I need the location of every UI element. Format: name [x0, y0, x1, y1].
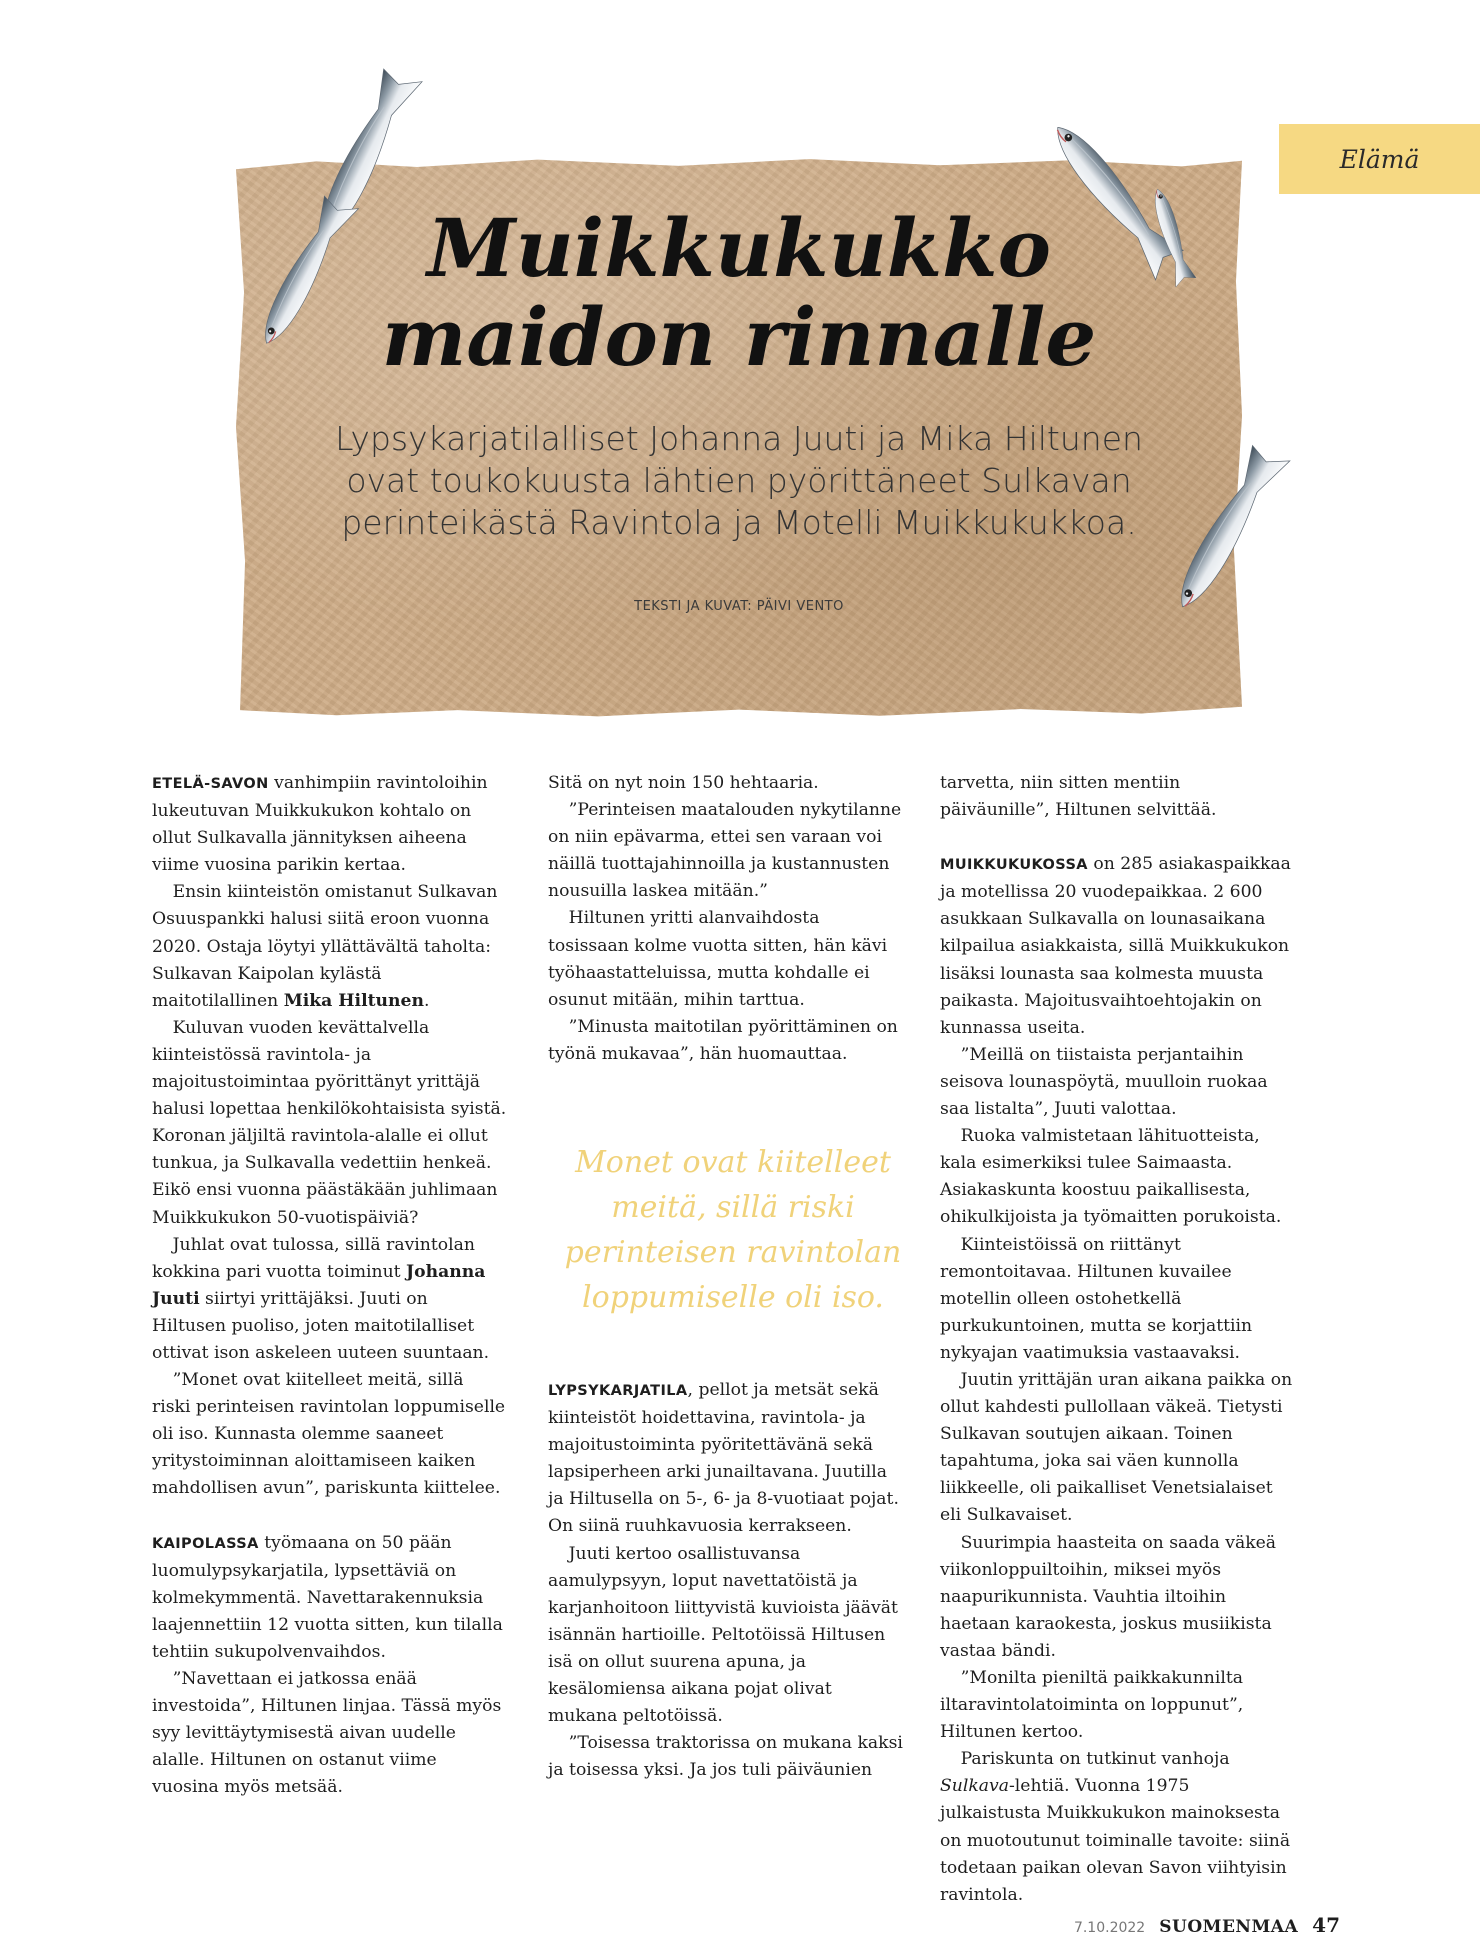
article-column-1: [152, 770, 507, 1801]
lead-line: perinteikästä Ravintola ja Motelli Muikkukukkoa.: [341, 503, 1137, 542]
headline: Muikkukukko: [427, 201, 1051, 295]
pull-quote-line: perinteisen ravintolan: [564, 1235, 902, 1270]
lead-paragraph: [296, 418, 1182, 544]
paragraph: LYPSYKARJATILA, pellot ja metsät sekä kiinteistöt hoidettavina, ravintola- ja majoitustoiminta pyöritettävänä sekä lapsiperheen arki junailtavana. Juutilla ja Hiltusella on 5-, 6- ja 8-vuotiaat pojat. On siinä ruuhkavuosia kerrakseen.: [548, 1380, 899, 1537]
lead-line: Lypsykarjatilalliset Johanna Juuti ja Mika Hiltunen: [335, 419, 1143, 458]
issue-date: 7.10.2022: [1073, 1920, 1146, 1936]
paragraph: ”Navettaan ei jatkossa enää investoida”, Hiltunen linjaa. Tässä myös syy levittäytymisestä aivan uudelle alalle. Hiltunen on ostanut viime vuosina myös metsää.: [152, 1669, 502, 1798]
paragraph: ”Perinteisen maatalouden nykytilanne on niin epävarma, ettei sen varaan voi näillä tuottajahinnoilla ja kustannusten nousuilla laskea mitään.”: [548, 800, 902, 902]
paragraph: ”Monilta pieniltä paikkakunnilta iltaravintolatoiminta on loppunut”, Hiltunen kertoo.: [940, 1668, 1244, 1743]
paragraph: Juhlat ovat tulossa, sillä ravintolan kokkina pari vuotta toiminut Johanna Juuti siirtyi yrittäjäksi. Juuti on Hiltusen puoliso, joten maitotilalliset ottivat ison askeleen uuteen suuntaan.: [152, 1234, 490, 1363]
article-column-2: [548, 770, 903, 1068]
paragraph: ”Minusta maitotilan pyörittäminen on työnä mukavaa”, hän huomauttaa.: [548, 1016, 898, 1064]
paragraph: ”Meillä on tiistaista perjantaihin seisova lounaspöytä, muulloin ruokaa saa listalta”, Juuti valottaa.: [940, 1044, 1268, 1120]
lead-in: KAIPOLASSA: [152, 1535, 259, 1552]
paragraph: Hiltunen yritti alanvaihdosta tosissaan kolme vuotta sitten, hän kävi työhaastatteluissa, mutta kohdalle ei osunut mitään, mihin tarttua.: [548, 908, 888, 1010]
section-tab: [1279, 124, 1480, 194]
paragraph: Kuluvan vuoden kevättalvella kiinteistössä ravintola- ja majoitustoimintaa pyörittänyt yrittäjä halusi lopettaa henkilökohtaisista syistä. Koronan jäljiltä ravintola-alalle ei ollut tunkua, ja Sulkavalla vedettiin henkeä. Eikö ensi vuonna päästäkään juhlimaan Muikkukukon 50-vuotispäiviä?: [152, 1017, 507, 1228]
paragraph: Ensin kiinteistön omistanut Sulkavan Osuuspankki halusi siitä eroon vuonna 2020. Ostaja löytyi yllättävältä taholta: Sulkavan Kaipolan kylästä maitotilallinen Mika Hiltunen.: [152, 882, 498, 1011]
paragraph: Ruoka valmistetaan lähituotteista, kala esimerkiksi tulee Saimaasta. Asiakaskunta koostuu paikallisesta, ohikulkijoista ja työmaitten porukoista.: [940, 1126, 1282, 1228]
paragraph: Sitä on nyt noin 150 hehtaaria.: [548, 773, 819, 793]
article-column-2-lower: [548, 1377, 903, 1784]
lead-line: ovat toukokuusta lähtien pyörittäneet Sulkavan: [346, 461, 1132, 500]
paragraph: Juuti kertoo osallistuvansa aamulypsyyn, loput navettatöistä ja karjanhoitoon liittyvistä kuvioista jäävät isännän hartioille. Peltotöissä Hiltusen isä on ollut suurena apuna, ja kesälomiensa aikana pojat olivat mukana peltotöissä.: [548, 1543, 898, 1727]
person-name: Johanna Juuti: [152, 1261, 486, 1309]
pull-quote-line: Monet ovat kiitelleet: [575, 1145, 891, 1180]
page-number: 47: [1312, 1913, 1340, 1937]
paragraph: tarvetta, niin sitten mentiin päiväunille”, Hiltunen selvittää.: [940, 773, 1217, 821]
paragraph: ”Toisessa traktorissa on mukana kaksi ja toisessa yksi. Ja jos tuli päiväunien: [548, 1733, 903, 1781]
paragraph: MUIKKUKUKOSSA on 285 asiakaspaikkaa ja motellissa 20 vuodepaikkaa. 2 600 asukkaan Sulkavalla on lounasaikana kilpailua asiakkaista, sillä Muikkukukon lisäksi lounasta saa kolmesta muusta paikasta. Majoitusvaihtoehtojakin on kunnassa useita.: [940, 854, 1291, 1038]
paragraph: KAIPOLASSA työmaana on 50 pään luomulypsykarjatila, lypsettäviä on kolmekymmentä. Navettarakennuksia laajennettiin 12 vuotta sitten, kun tilalla tehtiin sukupolvenvaihdos.: [152, 1532, 503, 1662]
person-name: Mika Hiltunen: [283, 990, 424, 1011]
byline: TEKSTI JA KUVAT: PÄIVI VENTO: [634, 599, 844, 614]
paragraph: ”Monet ovat kiitelleet meitä, sillä riski perinteisen ravintolan loppumiselle oli iso. Kunnasta olemme saaneet yritystoiminnan aloittamiseen kaiken mahdollisen avun”, pariskunta kiittelee.: [152, 1370, 506, 1499]
section-label: Elämä: [1339, 144, 1420, 174]
article-column-3: [940, 770, 1295, 1909]
lead-in: LYPSYKARJATILA: [548, 1383, 688, 1399]
paragraph: Pariskunta on tutkinut vanhoja Sulkava-lehtiä. Vuonna 1975 julkaistusta Muikkukukon mainoksesta on muotoutunut toiminalle tavoite: siinä todetaan paikan olevan Savon viihtyisin ravintola.: [940, 1749, 1291, 1905]
page-footer: [1074, 1913, 1340, 1937]
magazine-name: SUOMENMAA: [1159, 1917, 1299, 1937]
paragraph: Suurimpia haasteita on saada väkeä viikonloppuiltoihin, miksei myös naapurikunnista. Vauhtia iltoihin haetaan karaokesta, joskus musiikista vastaa bändi.: [940, 1532, 1277, 1661]
lead-in: MUIKKUKUKOSSA: [940, 857, 1088, 874]
publication-name: Sulkava: [940, 1776, 1009, 1797]
pull-quote-line: loppumiselle oli iso.: [582, 1280, 884, 1315]
pull-quote: [548, 1140, 918, 1320]
pull-quote-line: meitä, sillä riski: [611, 1190, 855, 1225]
lead-in: ETELÄ-SAVON: [152, 776, 269, 792]
headline: maidon rinnalle: [381, 290, 1097, 384]
paragraph: Kiinteistöissä on riittänyt remontoitavaa. Hiltunen kuvailee motellin olleen ostohetkellä purkukuntoinen, mutta se korjattiin nykyajan vaatimuksia vastaavaksi.: [940, 1234, 1253, 1363]
paragraph: Juutin yrittäjän uran aikana paikka on ollut kahdesti pullollaan väkeä. Tietysti Sulkavan soutujen aikaan. Toinen tapahtuma, joka sai väen kunnolla liikkeelle, oli paikalliset Venetsialaiset eli Sulkavaiset.: [940, 1369, 1293, 1526]
paragraph: ETELÄ-SAVON vanhimpiin ravintoloihin lukeutuvan Muikkukukon kohtalo on ollut Sulkavalla jännityksen aiheena viime vuosina parikin kertaa.: [152, 773, 488, 876]
